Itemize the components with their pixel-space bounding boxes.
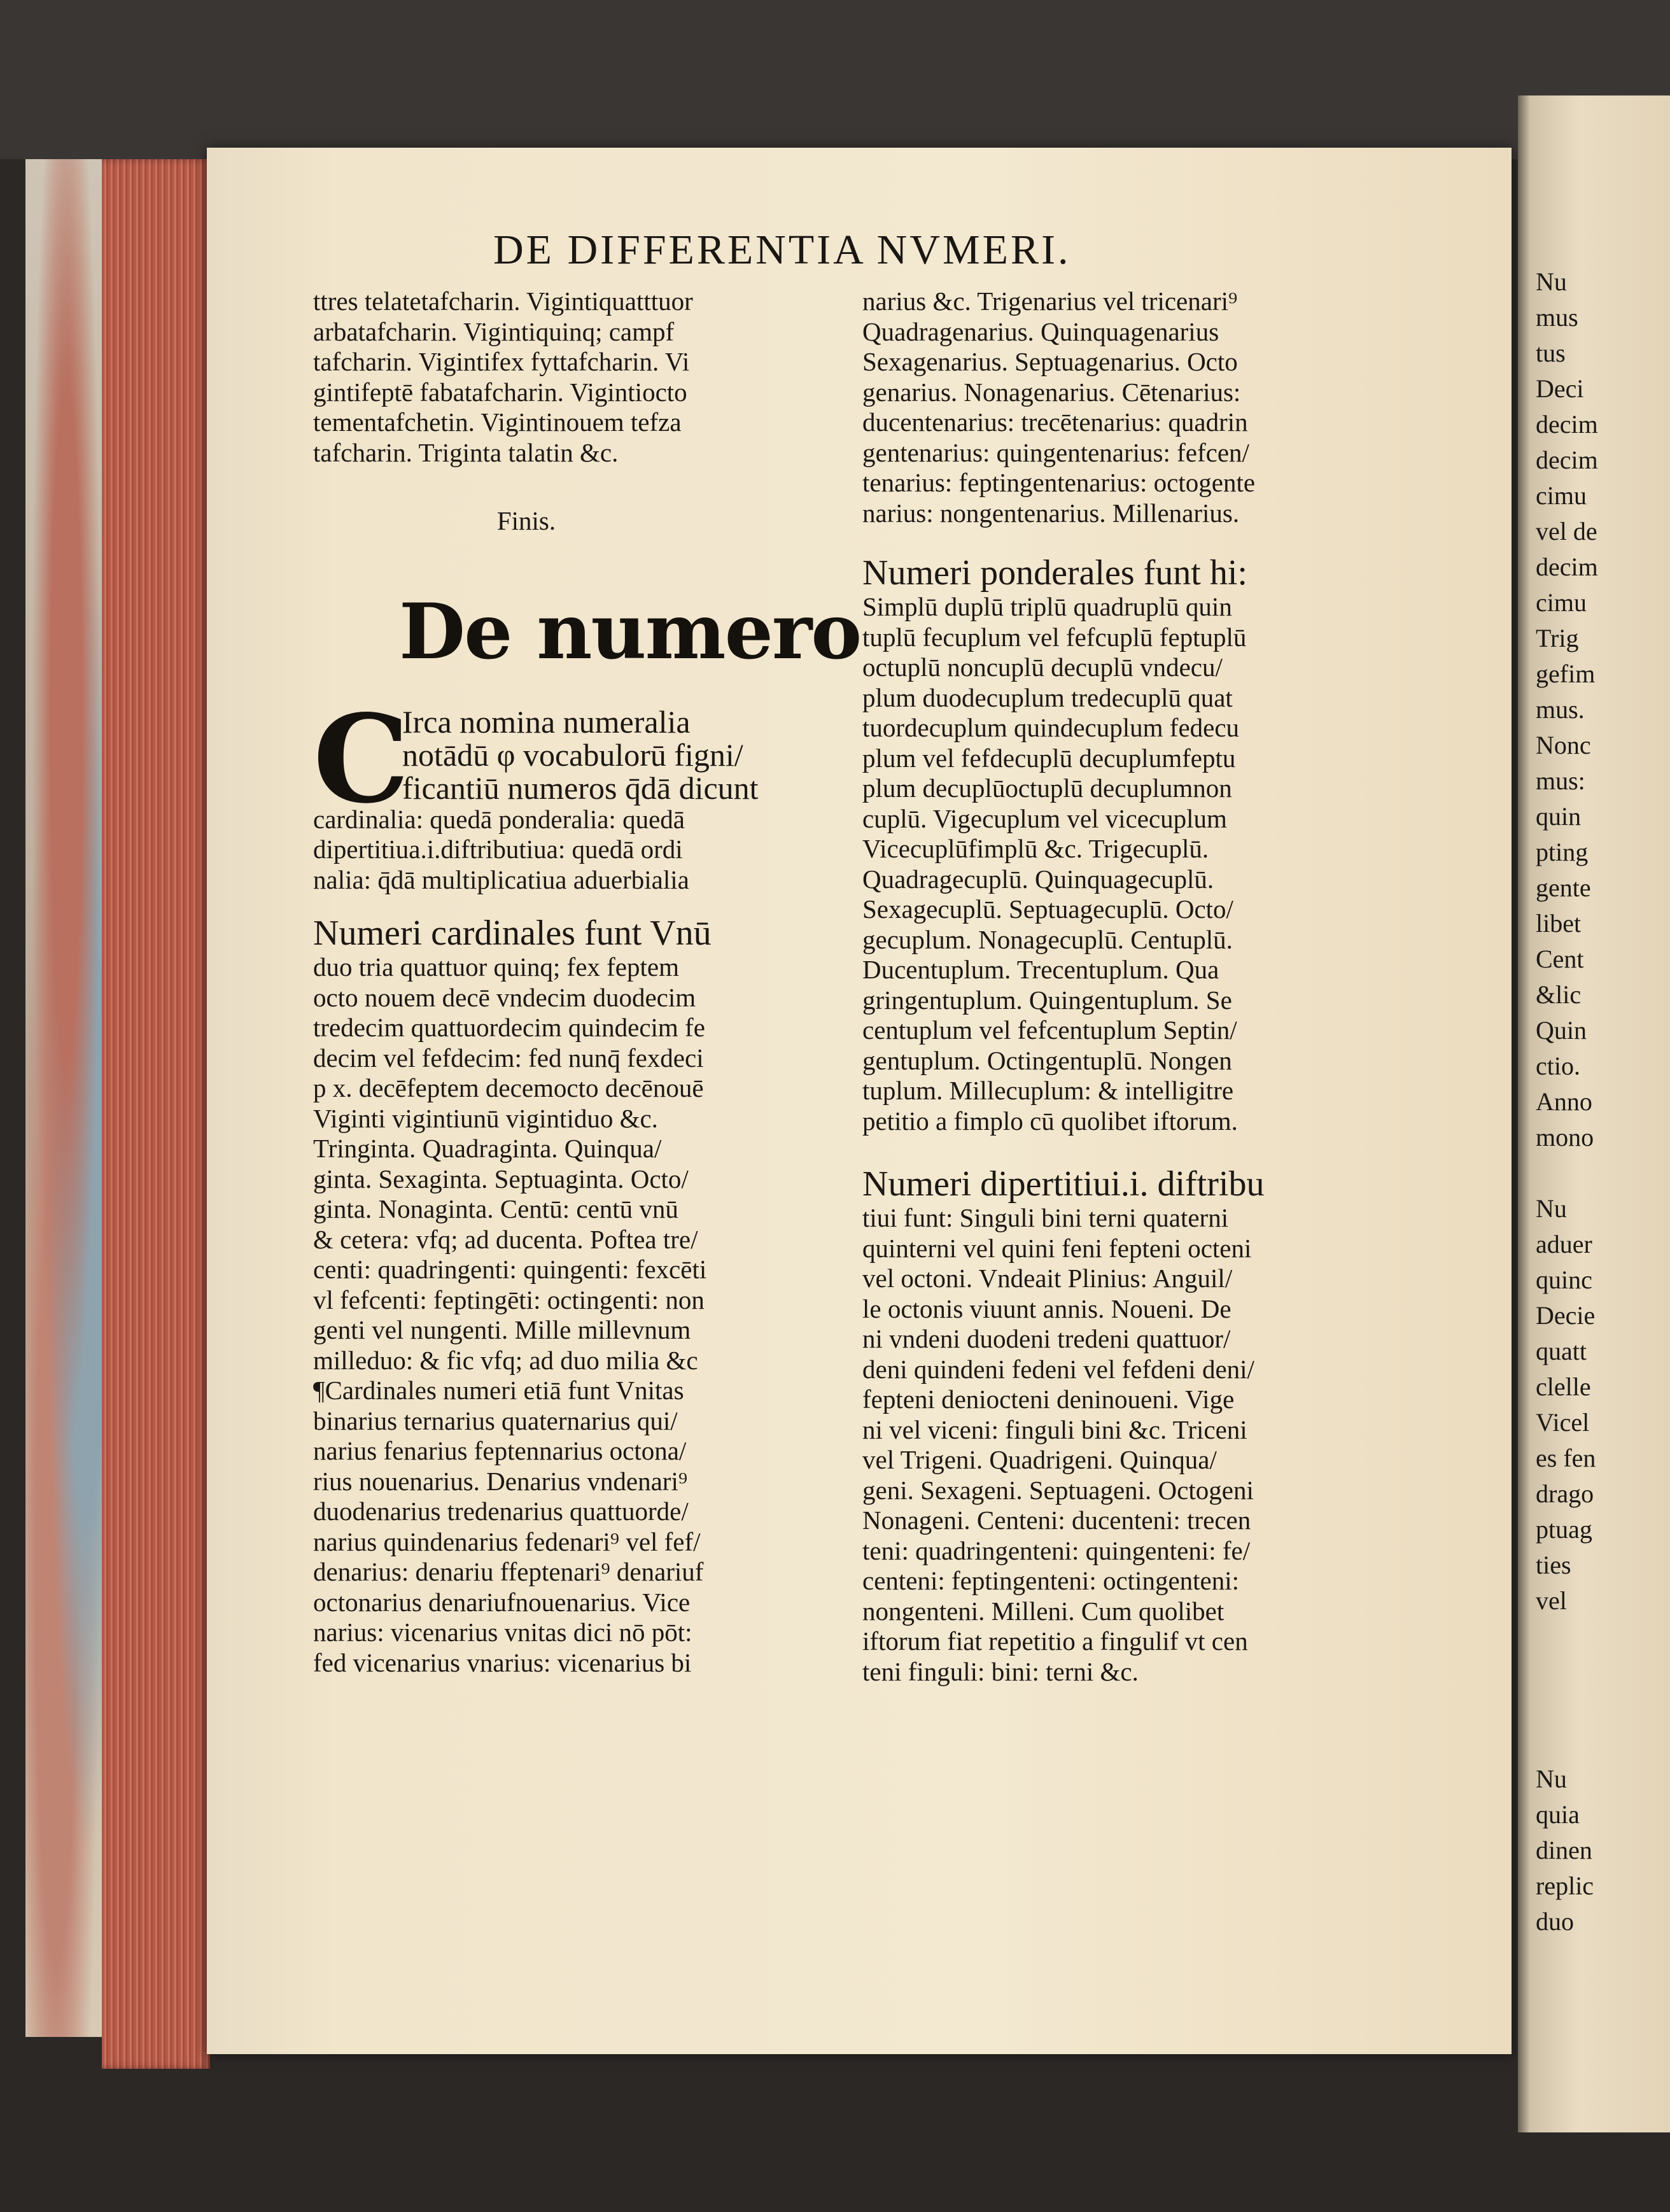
text-line: ducentenarius: trecētenarius: quadrin	[862, 407, 1248, 437]
cardinal-numbers-text	[313, 952, 841, 1678]
text-line: dipertitiua.i.diftributiua: quedā ordi	[313, 835, 683, 864]
text-line: ¶Cardinales numeri etiā funt Vnitas	[313, 1376, 684, 1405]
text-line: narius: vicenarius vnitas dici nō pōt:	[313, 1617, 692, 1647]
text-line: plum vel fefdecuplū decuplumfeptu	[862, 743, 1236, 773]
facing-page-fragment: &lic	[1536, 980, 1582, 1009]
facing-page-fragment	[1536, 1654, 1663, 1690]
text-line: centuplum vel fefcentuplum Septin/	[862, 1015, 1237, 1045]
facing-page-fragment	[1536, 1690, 1663, 1726]
text-line: Viginti vigintiunū vigintiduo &c.	[313, 1103, 658, 1133]
text-line: tuplū fecuplum vel fefcuplū feptuplū	[862, 622, 1247, 652]
text-line: denarius: denariu ffeptenari⁹ denariuf	[313, 1557, 704, 1586]
text-line: Vicecuplūfimplū &c. Trigecuplū.	[862, 834, 1209, 863]
text-line: narius &c. Trigenarius vel tricenari⁹	[862, 286, 1238, 316]
right-intro-text	[862, 286, 1384, 528]
facing-page-fragment: es fen	[1536, 1444, 1596, 1472]
text-line: Simplū duplū triplū quadruplū quin	[862, 592, 1232, 621]
facing-page-fragment: mus.	[1536, 695, 1585, 724]
facing-page-fragment: cimu	[1536, 588, 1587, 617]
text-line: Irca nomina numeralia	[402, 703, 691, 740]
text-line: tafcharin. Triginta talatin &c.	[313, 437, 619, 467]
text-line: genarius. Nonagenarius. Cētenarius:	[862, 377, 1241, 407]
text-line: tiui funt: Singuli bini terni quaterni	[862, 1203, 1229, 1232]
text-line: duo tria quattuor quinq; fex feptem	[313, 952, 679, 982]
text-line: arbatafcharin. Vigintiquinq; campf	[313, 316, 675, 346]
facing-page-fragment: duo	[1536, 1907, 1574, 1936]
text-line: notādū φ vocabulorū figni/	[402, 736, 743, 773]
facing-page-fragment: Trig	[1536, 624, 1579, 652]
text-line: binarius ternarius quaternarius qui/	[313, 1405, 678, 1435]
text-line: Nonageni. Centeni: ducenteni: trecen	[862, 1505, 1251, 1535]
facing-page-fragment: drago	[1536, 1479, 1594, 1508]
background-top	[0, 0, 1670, 159]
text-line: Quadragenarius. Quinquagenarius	[862, 316, 1219, 346]
text-line: Sexagecuplū. Septuagecuplū. Octo/	[862, 894, 1233, 924]
text-line: vel octoni. Vndeait Plinius: Anguil/	[862, 1264, 1233, 1293]
facing-page-fragment: quia	[1536, 1800, 1580, 1829]
text-line: nalia: q̄dā multiplicatiua aduerbialia	[313, 864, 689, 894]
facing-page-fragment: Quin	[1536, 1016, 1587, 1045]
text-line: ficantiū numeros q̄dā dicunt	[402, 770, 759, 806]
text-line: cardinalia: quedā ponderalia: quedā	[313, 804, 685, 834]
text-line: ni vel viceni: finguli bini &c. Triceni	[862, 1414, 1247, 1444]
facing-page-fragment: cimu	[1536, 481, 1587, 510]
right-column	[862, 286, 1384, 1687]
facing-page-fragment: gefim	[1536, 659, 1596, 688]
left-intro-text	[313, 286, 841, 468]
facing-page-fragment: decim	[1536, 553, 1598, 581]
text-line: plum duodecuplum tredecuplū quat	[862, 682, 1233, 712]
text-line: quinterni vel quini feni fepteni octeni	[862, 1233, 1252, 1263]
text-line: plum decuplūoctuplū decuplumnon	[862, 773, 1232, 803]
facing-page-fragment: libet	[1536, 909, 1582, 938]
facing-page-fragment: decim	[1536, 446, 1598, 474]
text-line: decim vel fefdecim: fed nunq̄ fexdeci	[313, 1043, 704, 1073]
facing-page-text	[1536, 264, 1663, 1940]
facing-page-fragment: ptuag	[1536, 1515, 1592, 1544]
ponderal-numbers-text	[862, 592, 1384, 1136]
facing-page-fragment: Nu	[1536, 1765, 1567, 1793]
text-line: gentenarius: quingentenarius: fefcen/	[862, 437, 1249, 467]
facing-page-fragment: tus	[1536, 339, 1566, 367]
facing-page-fragment: decim	[1536, 410, 1598, 439]
text-line: ttres telatetafcharin. Vigintiquatttuor	[313, 286, 693, 316]
text-line: teni: quadringenteni: quingenteni: fe/	[862, 1535, 1251, 1565]
text-line: centeni: feptingenteni: octingenteni:	[862, 1566, 1240, 1595]
text-line: fepteni deniocteni deninoueni. Vige	[862, 1384, 1235, 1414]
facing-page-fragment: Nonc	[1536, 731, 1591, 759]
ponderal-heading: Numeri ponderales funt hi:	[862, 553, 1247, 593]
text-line: duodenarius tredenarius quattuorde/	[313, 1497, 689, 1526]
facing-page-fragment: quatt	[1536, 1337, 1587, 1365]
facing-page-fragment: Cent	[1536, 945, 1584, 973]
text-line: rius nouenarius. Denarius vndenari⁹	[313, 1466, 688, 1496]
text-line: iftorum fiat repetitio a fingulif vt cen	[862, 1626, 1248, 1656]
text-line: octuplū noncuplū decuplū vndecu/	[862, 652, 1223, 682]
facing-page	[1518, 95, 1670, 2132]
drop-capital: C	[313, 687, 410, 830]
text-line: cuplū. Vigecuplum vel vicecuplum	[862, 803, 1227, 833]
text-line: p x. decēfeptem decemocto decēnouē	[313, 1073, 704, 1102]
facing-page-fragment: quin	[1536, 802, 1582, 831]
text-line: teni finguli: bini: terni &c.	[862, 1656, 1139, 1686]
text-line: octo nouem decē vndecim duodecim	[313, 982, 696, 1012]
cardinal-heading: Numeri cardinales funt Vnū	[313, 913, 712, 953]
text-line: Ducentuplum. Trecentuplum. Qua	[862, 955, 1219, 984]
text-line: petitio a fimplo cū quolibet iftorum.	[862, 1106, 1238, 1136]
text-line: vel Trigeni. Quadrigeni. Quinqua/	[862, 1445, 1217, 1474]
facing-page-fragment: Decie	[1536, 1301, 1596, 1330]
text-line: ginta. Sexaginta. Septuaginta. Octo/	[313, 1164, 689, 1194]
text-line: vl fefcenti: feptingēti: octingenti: non	[313, 1285, 705, 1314]
facing-page-fragment: Nu	[1536, 1194, 1567, 1223]
facing-page-fragment: Anno	[1536, 1087, 1592, 1116]
text-line: octonarius denariufnouenarius. Vice	[313, 1587, 691, 1617]
text-line: Tringinta. Quadraginta. Quinqua/	[313, 1134, 662, 1163]
facing-page-fragment: pting	[1536, 838, 1589, 866]
text-line: tuplum. Millecuplum: & intelligitre	[862, 1076, 1234, 1105]
text-line: & cetera: vfq; ad ducenta. Poftea tre/	[313, 1224, 698, 1254]
finis: Finis.	[496, 506, 556, 535]
text-line: centi: quadringenti: quingenti: fexcēti	[313, 1255, 707, 1284]
distributive-numbers-text	[862, 1203, 1384, 1687]
facing-page-fragment: mono	[1536, 1123, 1594, 1152]
facing-page-fragment: Vicel	[1536, 1408, 1590, 1437]
text-line: milleduo: & fic vfq; ad duo milia &c	[313, 1345, 698, 1375]
text-line: tenarius: feptingentenarius: octogente	[862, 468, 1256, 497]
text-line: fed vicenarius vnarius: vicenarius bi	[313, 1647, 692, 1677]
text-line: tredecim quattuordecim quindecim fe	[313, 1013, 705, 1042]
text-line: gentuplum. Octingentuplū. Nongen	[862, 1045, 1232, 1075]
text-line: genti vel nungenti. Mille millevnum	[313, 1315, 691, 1344]
text-line: gecuplum. Nonagecuplū. Centuplū.	[862, 924, 1233, 954]
text-line: Quadragecuplū. Quinquagecuplū.	[862, 864, 1214, 894]
facing-page-fragment: Deci	[1536, 374, 1584, 403]
facing-page-fragment: vel de	[1536, 517, 1597, 546]
text-line: tementafchetin. Vigintinouem tefza	[313, 407, 682, 437]
facing-page-fragment: ctio.	[1536, 1052, 1580, 1080]
text-line: nongenteni. Milleni. Cum quolibet	[862, 1596, 1224, 1626]
facing-page-fragment: quinc	[1536, 1265, 1592, 1294]
running-head: DE DIFFERENTIA NVMERI.	[493, 227, 1071, 273]
text-line: ginta. Nonaginta. Centū: centū vnū	[313, 1194, 678, 1223]
text-line: deni quindeni fedeni vel fefdeni deni/	[862, 1354, 1254, 1384]
facing-page-fragment: clelle	[1536, 1372, 1591, 1401]
text-line: narius quindenarius fedenari⁹ vel fef/	[313, 1526, 701, 1556]
text-line: tafcharin. Vigintifex fyttafcharin. Vi	[313, 347, 690, 376]
text-line: narius: nongentenarius. Millenarius.	[862, 498, 1240, 528]
facing-page-fragment: mus	[1536, 303, 1578, 332]
text-line: ni vndeni duodeni tredeni quattuor/	[862, 1324, 1231, 1353]
text-line: Sexagenarius. Septuagenarius. Octo	[862, 347, 1238, 376]
text-line: gringentuplum. Quingentuplum. Se	[862, 985, 1232, 1015]
facing-page-fragment: mus:	[1536, 766, 1585, 795]
section-title: De numero	[399, 586, 861, 677]
text-line: tuordecuplum quindecuplum fedecu	[862, 713, 1240, 742]
text-line: gintifeptē fabatafcharin. Vigintiocto	[313, 377, 687, 407]
left-column	[313, 286, 861, 1678]
distributive-heading: Numeri dipertitiui.i. diftribu	[862, 1164, 1265, 1204]
facing-page-fragment: Nu	[1536, 267, 1567, 296]
text-line: le octonis viuunt annis. Noueni. De	[862, 1293, 1231, 1323]
text-line: narius fenarius feptennarius octona/	[313, 1436, 687, 1465]
facing-page-fragment: dinen	[1536, 1836, 1592, 1864]
facing-page-fragment: ties	[1536, 1551, 1571, 1579]
page-edges	[102, 159, 210, 2069]
facing-page-fragment: replic	[1536, 1871, 1594, 1900]
facing-page-fragment	[1536, 1155, 1663, 1191]
facing-page-fragment	[1536, 1726, 1663, 1761]
facing-page-fragment	[1536, 1619, 1663, 1654]
text-line: geni. Sexageni. Septuageni. Octogeni	[862, 1475, 1254, 1505]
facing-page-fragment: gente	[1536, 873, 1591, 902]
facing-page-fragment: vel	[1536, 1586, 1567, 1615]
facing-page-fragment: aduer	[1536, 1230, 1592, 1258]
